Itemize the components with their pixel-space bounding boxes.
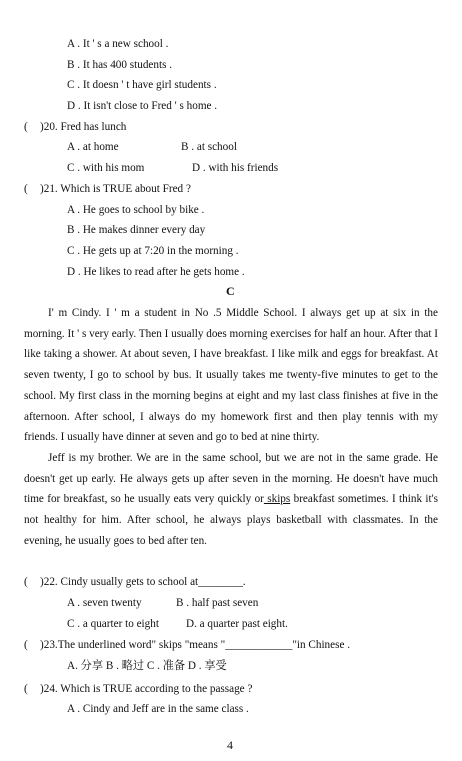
page-number: 4 xyxy=(227,738,233,752)
q21-bracket: ( xyxy=(24,183,28,195)
reading-passage xyxy=(24,303,438,551)
q20-bracket: ( xyxy=(24,121,28,133)
q20-option-c: C . with his mom xyxy=(67,162,145,174)
q22-stem: )22. Cindy usually gets to school at________. xyxy=(40,576,246,588)
section-heading: C xyxy=(226,284,235,298)
q23-bracket: ( xyxy=(24,639,28,651)
q22-bracket: ( xyxy=(24,576,28,588)
q24-bracket: ( xyxy=(24,683,28,695)
q21-option-a: A . He goes to school by bike . xyxy=(67,204,205,216)
q24-stem: )24. Which is TRUE according to the passage ? xyxy=(40,683,253,695)
q23-options: A. 分享 B . 略过 C . 准备 D . 享受 xyxy=(67,660,227,672)
q24-option-a: A . Cindy and Jeff are in the same class . xyxy=(67,703,249,715)
q20-option-b: B . at school xyxy=(181,141,237,153)
passage-p2-text-after: breakfast sometimes. I think it's not healthy for him. After school, he always plays basketball with classmates. In the evening, he usually goes to bed after ten. xyxy=(24,493,438,547)
q22-option-a: A . seven twenty xyxy=(67,597,142,609)
q22-option-b: B . half past seven xyxy=(176,597,259,609)
q20-stem: )20. Fred has lunch xyxy=(40,121,127,133)
passage-p2-text-before: Jeff is my brother. We are in the same school, but we are not in the same grade. He doesn't get up early. He always gets up after seven in the morning. He doesn't have much time for breakfast, so he usually eats very quickly or xyxy=(24,451,438,506)
q20-option-d: D . with his friends xyxy=(192,162,279,174)
q19-option-d: D . It isn't close to Fred ' s home . xyxy=(67,100,218,112)
q19-option-a: A . It ' s a new school . xyxy=(67,38,169,50)
q21-stem: )21. Which is TRUE about Fred ? xyxy=(40,183,191,195)
q21-option-d: D . He likes to read after he gets home . xyxy=(67,266,245,278)
q21-option-c: C . He gets up at 7:20 in the morning . xyxy=(67,245,239,257)
q22-option-c: C . a quarter to eight xyxy=(67,618,159,630)
q20-option-a: A . at home xyxy=(67,141,119,153)
q21-option-b: B . He makes dinner every day xyxy=(67,224,206,236)
q19-option-c: C . It doesn ' t have girl students . xyxy=(67,79,217,91)
q22-option-d: D. a quarter past eight. xyxy=(186,618,288,630)
passage-paragraph-2 xyxy=(24,448,438,552)
q23-stem: )23.The underlined word" skips "means "____________"in Chinese . xyxy=(40,639,351,651)
passage-paragraph-1: I' m Cindy. I ' m a student in No .5 Middle School. I always get up at six in the morning. It ' s very early. Then I usually does morning exercises for half an hour. After that I like taking a shower. At about seven, I have breakfast. I like milk and eggs for breakfast. At seven twenty, I go to school by bus. It usually takes me twenty-five minutes to get to the school. My first class in the morning begins at eight and my last class finishes at five in the afternoon. After school, I always do my homework first and then play tennis with my friends. I usually have dinner at seven and go to bed at nine thirty. xyxy=(24,307,438,444)
q19-option-b: B . It has 400 students . xyxy=(67,59,173,71)
underlined-word-skips: skips xyxy=(263,493,291,506)
